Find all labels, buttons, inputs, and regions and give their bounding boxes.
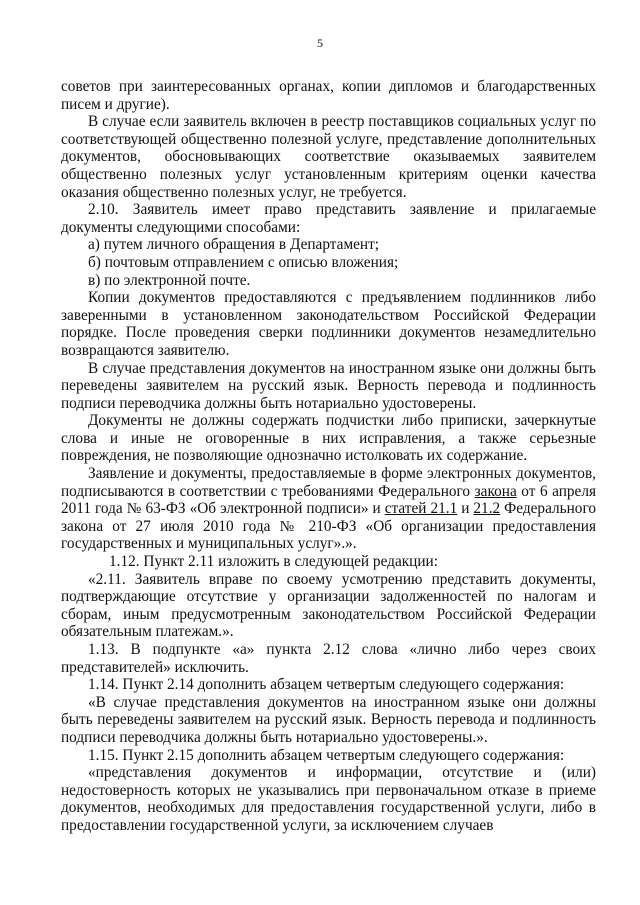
quote-2-14: «В случае представления документов на иностранном языке они должны быть переведены заявителем на русский язык. Верность перевода и подлинность подписи переводчика должны быть нотариально удостоверены.». bbox=[61, 693, 596, 746]
paragraph-copies: Копии документов предоставляются с предъявлением подлинников либо заверенными в установленном законодательством Российской Федерации порядке. После проведения сверки подлинники документов незамедлительно возвращаются заявителю. bbox=[61, 289, 596, 359]
amendment-1-13: 1.13. В подпункте «а» пункта 2.12 слова «лично либо через своих представителей» исключить. bbox=[61, 641, 596, 676]
paragraph-electronic-signature bbox=[61, 465, 596, 553]
amendment-1-12: 1.12. Пункт 2.11 изложить в следующей редакции: bbox=[109, 553, 438, 571]
paragraph-2-10: 2.10. Заявитель имеет право представить заявление и прилагаемые документы следующими способами: bbox=[61, 201, 596, 236]
article-21-1-link[interactable]: статей 21.1 bbox=[384, 500, 458, 518]
article-21-2-link[interactable]: 21.2 bbox=[473, 500, 501, 518]
paragraph-registry: В случае если заявитель включен в реестр поставщиков социальных услуг по соответствующей общественно полезной услуге, представление дополнительных документов, обосновывающих соответствие оказываемых заявителем общественно полезных услуг установленным критериям оценки качества оказания общественно полезных услуг, не требуется. bbox=[61, 113, 596, 201]
paragraph-foreign-language: В случае представления документов на иностранном языке они должны быть переведены заявителем на русский язык. Верность перевода и подлинность подписи переводчика должны быть нотариально удостоверены. bbox=[61, 359, 596, 412]
signature-text-mid1: от 6 апреля 2011 года № 63-ФЗ «Об электронной подписи» и bbox=[61, 482, 597, 518]
quote-2-15: «представления документов и информации, отсутствие и (или) недостоверность которых не указывались при первоначальном отказе в приеме документов, необходимых для предоставления государственной услуги, либо в предоставлении государственной услуги, за исключением случаев bbox=[61, 764, 596, 834]
paragraph-corrections: Документы не должны содержать подчистки либо приписки, зачеркнутые слова и иные не оговоренные в них исправления, а также серьезные повреждения, не позволяющие однозначно истолковать их содержание. bbox=[61, 412, 596, 465]
signature-text-after: Федерального закона от 27 июля 2010 года № 210-ФЗ «Об организации предоставления государственных и муниципальных услуг».». bbox=[61, 500, 596, 553]
amendment-1-15: 1.15. Пункт 2.15 дополнить абзацем четвертым следующего содержания: bbox=[88, 746, 565, 764]
amendment-1-14: 1.14. Пункт 2.14 дополнить абзацем четвертым следующего содержания: bbox=[88, 676, 565, 694]
signature-text-before: Заявление и документы, предоставляемые в форме электронных документов, подписываются в соответствии с требованиями Федерального bbox=[61, 465, 596, 500]
document-body bbox=[61, 78, 596, 835]
list-item-b: б) почтовым отправлением с описью вложения; bbox=[88, 253, 399, 271]
list-item-c: в) по электронной почте. bbox=[88, 271, 251, 289]
signature-text-mid2: и bbox=[457, 500, 474, 518]
law-link[interactable]: закона bbox=[474, 482, 517, 500]
paragraph-continuation: советов при заинтересованных органах, копии дипломов и благодарственных писем и другие). bbox=[61, 78, 596, 113]
quote-2-11: «2.11. Заявитель вправе по своему усмотрению представить документы, подтверждающие отсутствие у организации задолженностей по налогам и сборам, иным предусмотренным законодательством Российской Федерации обязательным платежам.». bbox=[61, 570, 596, 641]
list-item-a: а) путем личного обращения в Департамент; bbox=[88, 236, 380, 254]
page-number: 5 bbox=[317, 36, 323, 50]
